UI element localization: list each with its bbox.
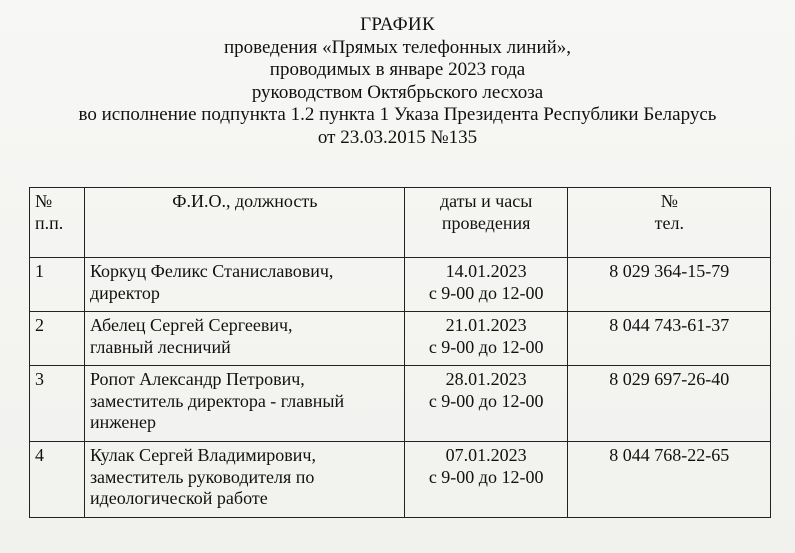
header-number <box>30 188 85 258</box>
person-position: директор <box>89 282 160 303</box>
row-date <box>404 258 567 312</box>
person-position: заместитель директора - главный <box>89 390 345 411</box>
header-phone-line: № <box>660 191 678 211</box>
row-number: 3 <box>30 366 85 442</box>
row-number: 4 <box>30 442 85 518</box>
header-number-line: № <box>35 191 53 211</box>
header-date-line: проведения <box>441 212 531 233</box>
person-name: Ропот Александр Петрович, <box>89 369 305 389</box>
row-phone: 8 029 697-26-40 <box>567 366 770 442</box>
header-phone <box>567 188 770 258</box>
person-name: Коркуц Феликс Станиславович, <box>89 261 334 281</box>
time-range: с 9-00 до 12-00 <box>428 466 544 487</box>
subtitle-line-2: проводимых в январе 2023 года <box>269 59 526 80</box>
header-name-label: Ф.И.О., должность <box>172 191 318 211</box>
table-row <box>30 366 771 442</box>
date-value: 21.01.2023 <box>445 315 527 335</box>
date-value: 07.01.2023 <box>445 445 527 465</box>
header-date-line: даты и часы <box>439 191 533 211</box>
row-name <box>84 442 404 518</box>
header-name <box>84 188 404 258</box>
header-date <box>404 188 567 258</box>
person-position: инженер <box>89 412 157 432</box>
time-range: с 9-00 до 12-00 <box>428 282 544 303</box>
row-number: 2 <box>30 312 85 366</box>
time-range: с 9-00 до 12-00 <box>428 390 544 411</box>
table-row <box>30 312 771 366</box>
person-name: Кулак Сергей Владимирович, <box>89 445 316 465</box>
subtitle-line-3: руководством Октябрьского лесхоза <box>251 81 544 103</box>
row-date <box>404 442 567 518</box>
table-row <box>30 258 771 312</box>
row-name <box>84 312 404 366</box>
row-number: 1 <box>30 258 85 312</box>
row-phone: 8 029 364-15-79 <box>567 258 770 312</box>
row-date <box>404 312 567 366</box>
document-header <box>0 14 795 149</box>
row-date <box>404 366 567 442</box>
person-position: главный лесничий <box>89 336 231 357</box>
subtitle-line-1: проведения «Прямых телефонных линий», <box>223 36 572 58</box>
date-value: 14.01.2023 <box>445 261 527 281</box>
header-phone-line: тел. <box>654 212 684 233</box>
person-position: заместитель руководителя по <box>89 466 315 487</box>
time-range: с 9-00 до 12-00 <box>428 336 544 357</box>
header-number-line: п.п. <box>35 212 64 233</box>
subtitle-line-4: во исполнение подпункта 1.2 пункта 1 Указа Президента Республики Беларусь <box>78 104 717 125</box>
subtitle-line-5: от 23.03.2015 №135 <box>317 126 478 148</box>
row-name <box>84 366 404 442</box>
schedule-table <box>29 187 771 518</box>
row-phone: 8 044 768-22-65 <box>567 442 770 518</box>
row-phone: 8 044 743-61-37 <box>567 312 770 366</box>
date-value: 28.01.2023 <box>445 369 527 389</box>
row-name <box>84 258 404 312</box>
table-row <box>30 442 771 518</box>
document-title: ГРАФИК <box>360 14 435 35</box>
table-header-row <box>30 188 771 258</box>
person-position: идеологической работе <box>89 488 268 508</box>
person-name: Абелец Сергей Сергеевич, <box>89 315 293 335</box>
